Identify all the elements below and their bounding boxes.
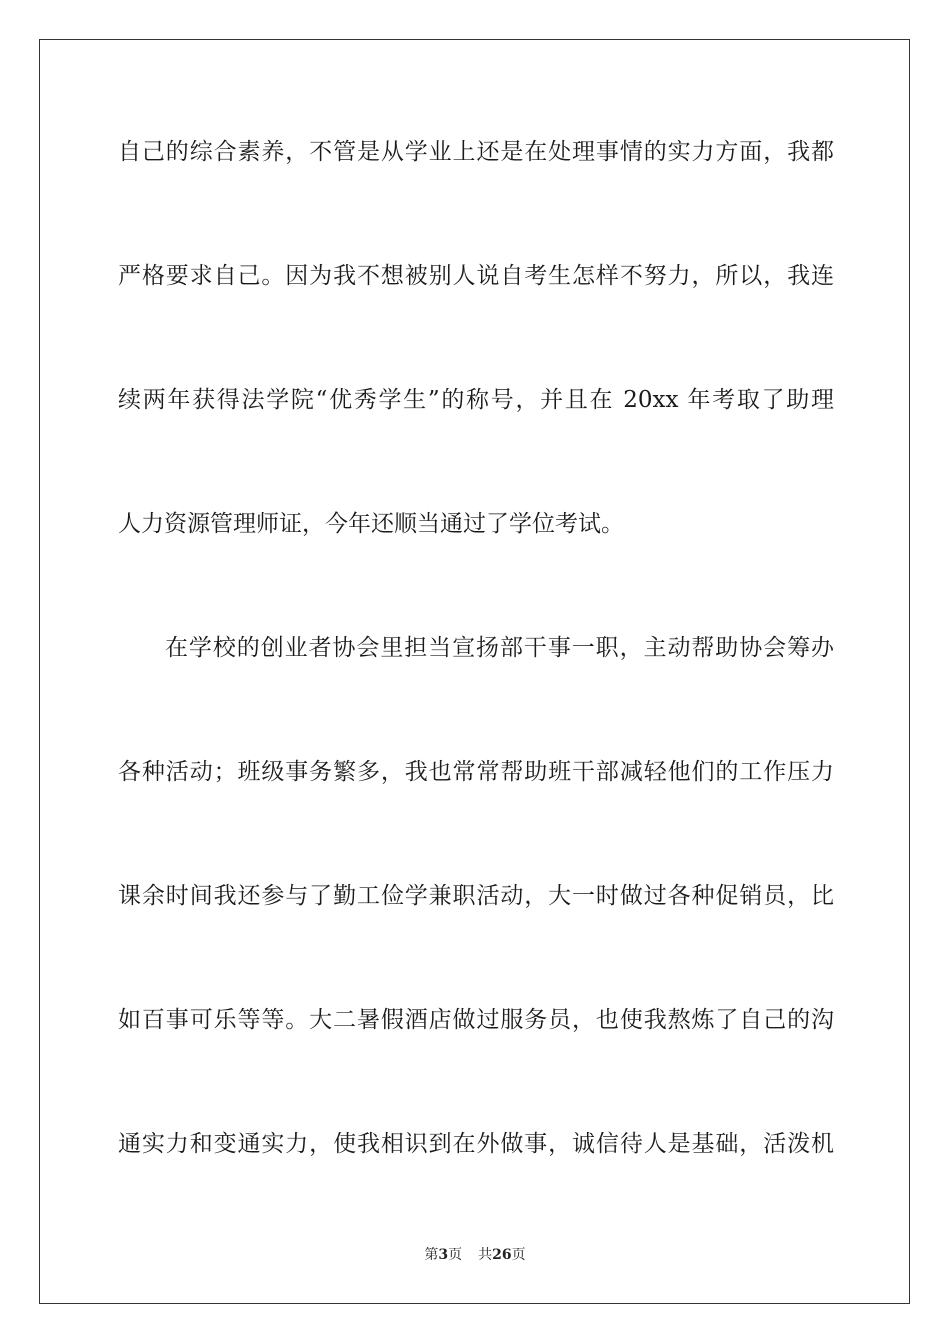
total-suffix: 页	[511, 1247, 526, 1263]
page-number: 3	[438, 1247, 449, 1263]
page-suffix: 页	[448, 1247, 463, 1263]
paragraph-first-line: 在学校的创业者协会里担当宣扬部干事一职，主动帮助协会筹办	[165, 635, 834, 661]
body-text-line: 通实力和变通实力，使我相识到在外做事，诚信待人是基础，活泼机	[118, 1131, 834, 1157]
body-text-line: 严格要求自己。因为我不想被别人说自考生怎样不努力，所以，我连	[118, 263, 834, 289]
total-pages: 26	[492, 1247, 512, 1263]
body-text-line: 人力资源管理师证，今年还顺当通过了学位考试。	[118, 511, 624, 537]
page-border	[39, 39, 910, 1304]
body-text-line: 各种活动；班级事务繁多，我也常常帮助班干部减轻他们的工作压力	[118, 759, 834, 785]
page-prefix: 第	[424, 1247, 439, 1263]
body-text-line: 如百事可乐等等。大二暑假酒店做过服务员，也使我熬炼了自己的沟	[118, 1007, 834, 1033]
body-text-line: 课余时间我还参与了勤工俭学兼职活动，大一时做过各种促销员，比	[118, 883, 834, 909]
page-footer	[0, 1246, 950, 1264]
body-text-line: 续两年获得法学院“优秀学生”的称号，并且在 20xx 年考取了助理	[118, 387, 834, 413]
total-prefix: 共	[478, 1247, 493, 1263]
body-text-line: 自己的综合素养，不管是从学业上还是在处理事情的实力方面，我都	[118, 139, 834, 165]
